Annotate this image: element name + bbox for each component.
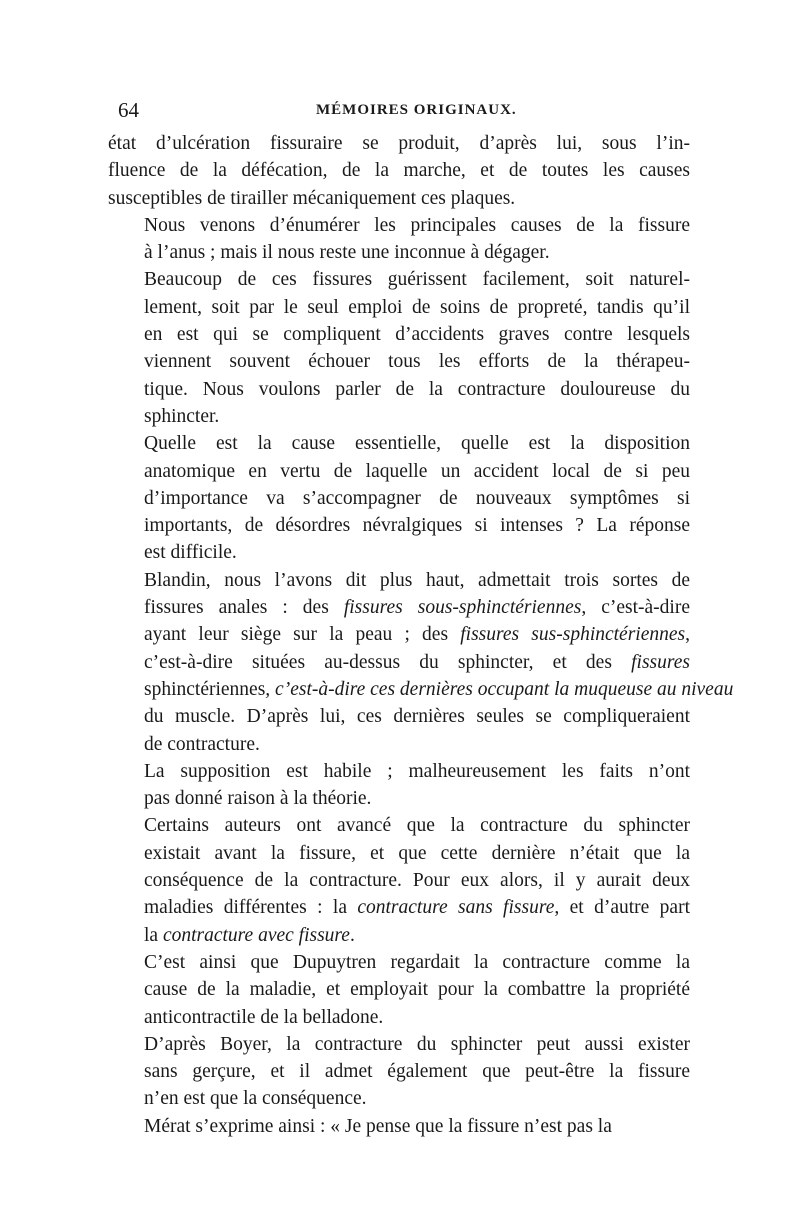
paragraph xyxy=(108,212,690,267)
text-line: c’est-à-dire situées au-dessus du sphincter, et des fissures xyxy=(144,651,690,673)
text-line: Blandin, nous l’avons dit plus haut, admettait trois sortes de xyxy=(144,569,690,591)
italic-term: , c’est-à-dire ces dernières occupant la muqueuse au niveau xyxy=(265,678,734,700)
text-line: cause de la maladie, et employait pour la combattre la propriété xyxy=(144,979,690,1001)
text-line: la contracture avec fissure. xyxy=(144,924,355,946)
text-line: existait avant la fissure, et que cette dernière n’était que la xyxy=(144,842,690,864)
paragraph xyxy=(108,266,690,430)
paragraph xyxy=(108,130,690,212)
text-line: fluence de la défécation, de la marche, et de toutes les causes xyxy=(108,160,690,182)
text-line: Nous venons d’énumérer les principales causes de la fissure xyxy=(144,214,690,236)
italic-term: contracture avec fissure xyxy=(162,924,350,946)
running-head: MÉMOIRES ORIGINAUX. xyxy=(316,102,517,118)
text-line: de contracture. xyxy=(144,733,260,755)
paragraph xyxy=(108,1031,690,1113)
text-line: sans gerçure, et il admet également que peut-être la fissure xyxy=(144,1061,690,1083)
italic-term: fissures sus-sphinctériennes xyxy=(460,624,686,646)
page-header xyxy=(118,96,688,126)
italic-term: fissures sous-sphinctériennes xyxy=(343,597,582,619)
text-line: Quelle est la cause essentielle, quelle est la disposition xyxy=(144,433,690,455)
text-line: sphincter. xyxy=(144,405,220,427)
paragraph xyxy=(108,1113,690,1140)
paragraph xyxy=(108,567,734,758)
page-number: 64 xyxy=(118,98,139,122)
text-line: en est qui se compliquent d’accidents graves contre lesquels xyxy=(144,324,690,346)
text-line: Mérat s’exprime ainsi : « Je pense que la fissure n’est pas la xyxy=(144,1115,612,1137)
text-line: susceptibles de tirailler mécaniquement ces plaques. xyxy=(108,187,516,209)
italic-term: contracture sans fissure xyxy=(357,897,555,919)
paragraph xyxy=(108,758,690,813)
body-text xyxy=(108,130,734,1140)
text-line: D’après Boyer, la contracture du sphincter peut aussi exister xyxy=(144,1033,690,1055)
text-line: du muscle. D’après lui, ces dernières seules se compliqueraient xyxy=(144,706,690,728)
text-line: sphinctériennes, c’est-à-dire ces dernières occupant la muqueuse au niveau xyxy=(144,678,734,700)
text-line: à l’anus ; mais il nous reste une inconnue à dégager. xyxy=(144,242,550,264)
italic-term: fissures xyxy=(631,651,690,673)
text-line: anatomique en vertu de laquelle un accident local de si peu xyxy=(144,460,690,482)
text-line: n’en est que la conséquence. xyxy=(144,1088,367,1110)
text-line: d’importance va s’accompagner de nouveaux symptômes si xyxy=(144,487,690,509)
text-line: tique. Nous voulons parler de la contracture douloureuse du xyxy=(144,378,690,400)
text-line: fissures anales : des fissures sous-sphinctériennes, c’est-à-dire xyxy=(144,597,690,619)
text-line: est difficile. xyxy=(144,542,237,564)
paragraph xyxy=(108,812,690,948)
text-line: viennent souvent échouer tous les efforts de la thérapeu- xyxy=(144,351,690,373)
paragraph xyxy=(108,949,690,1031)
text-line: importants, de désordres névralgiques si intenses ? La réponse xyxy=(144,515,690,537)
text-line: lement, soit par le seul emploi de soins de propreté, tandis qu’il xyxy=(144,296,690,318)
text-line: C’est ainsi que Dupuytren regardait la contracture comme la xyxy=(144,951,690,973)
text-line: état d’ulcération fissuraire se produit, d’après lui, sous l’in- xyxy=(108,133,690,154)
paragraph xyxy=(108,430,690,566)
text-line: pas donné raison à la théorie. xyxy=(144,788,372,810)
text-line: anticontractile de la belladone. xyxy=(144,1006,384,1028)
text-line: conséquence de la contracture. Pour eux alors, il y aurait deux xyxy=(144,870,690,892)
text-line: Beaucoup de ces fissures guérissent facilement, soit naturel- xyxy=(144,269,690,291)
text-line: maladies différentes : la contracture sans fissure, et d’autre part xyxy=(144,897,690,919)
text-line: ayant leur siège sur la peau ; des fissures sus-sphinctériennes, xyxy=(144,624,690,646)
text-line: La supposition est habile ; malheureusement les faits n’ont xyxy=(144,760,690,782)
text-line: Certains auteurs ont avancé que la contracture du sphincter xyxy=(144,815,690,837)
